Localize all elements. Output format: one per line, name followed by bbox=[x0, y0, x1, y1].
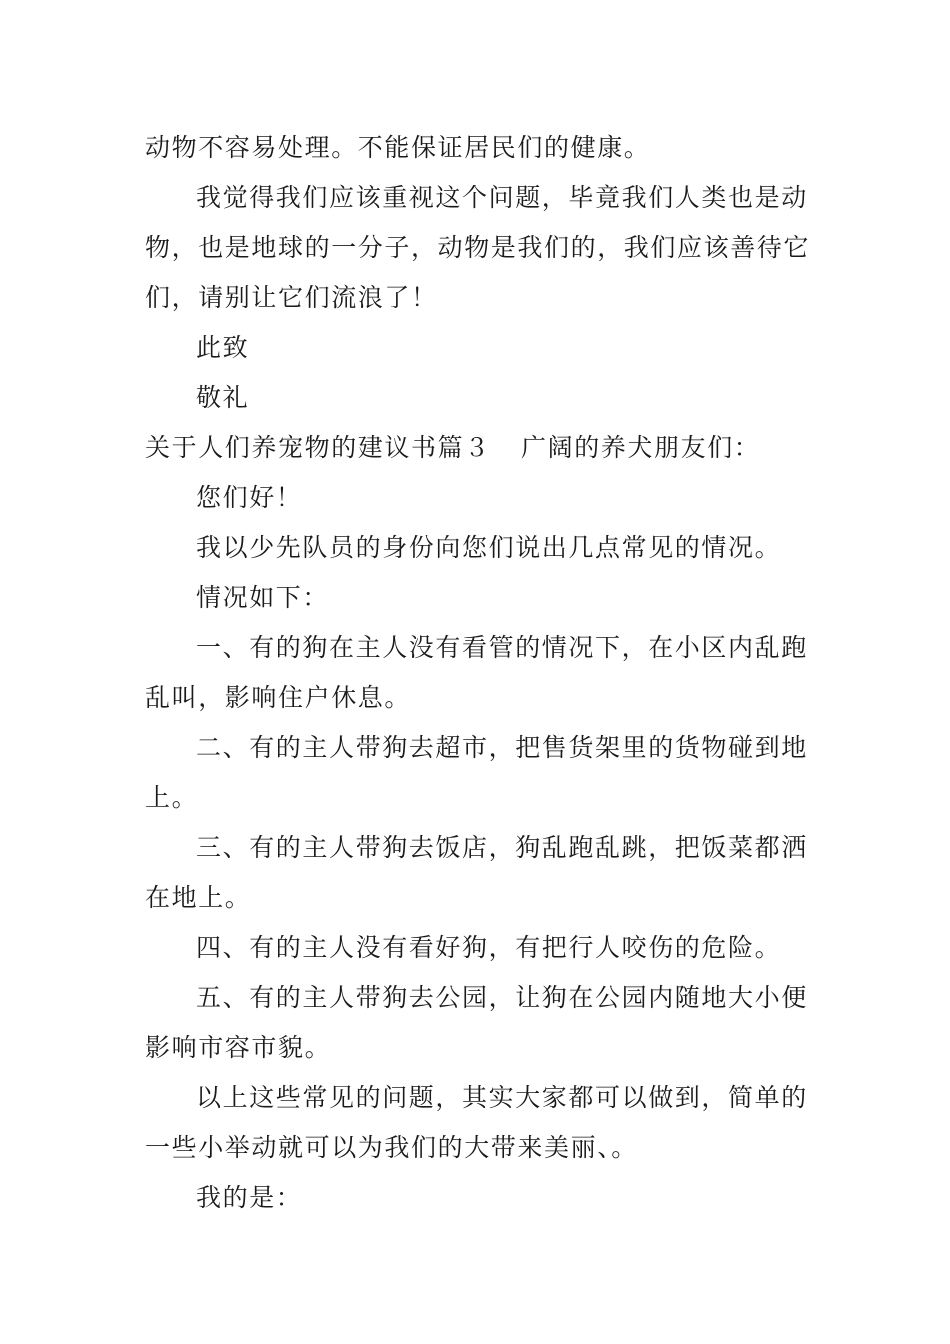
list-item: 五、有的主人带狗去公园，让狗在公园内随地大小便 bbox=[196, 983, 808, 1012]
text-line: 我以少先队员的身份向您们说出几点常见的情况。 bbox=[196, 533, 782, 562]
text-line: 情况如下： bbox=[196, 583, 330, 612]
text-line: 上。 bbox=[145, 783, 199, 812]
text-line: 在地上。 bbox=[145, 883, 252, 912]
text-line: 物，也是地球的一分子，动物是我们的，我们应该善待它 bbox=[145, 233, 811, 262]
text-line: 影响市容市貌。 bbox=[145, 1033, 332, 1062]
greeting: 您们好！ bbox=[196, 483, 303, 512]
greeting-addressee: 广阔的养犬朋友们： bbox=[521, 433, 761, 462]
text-line: 乱叫，影响住户休息。 bbox=[145, 683, 412, 712]
list-item: 四、有的主人没有看好狗，有把行人咬伤的危险。 bbox=[196, 933, 782, 962]
list-item: 一、有的狗在主人没有看管的情况下，在小区内乱跑 bbox=[196, 633, 808, 662]
text-line: 我觉得我们应该重视这个问题，毕竟我们人类也是动 bbox=[196, 183, 808, 212]
closing-salutation: 此致 bbox=[196, 333, 250, 362]
closing-regards: 敬礼 bbox=[196, 383, 250, 412]
list-item: 二、有的主人带狗去超市，把售货架里的货物碰到地 bbox=[196, 733, 808, 762]
text-line: 们，请别让它们流浪了！ bbox=[145, 283, 438, 312]
text-line: 我的是： bbox=[196, 1183, 303, 1212]
text-line: 一些小举动就可以为我们的大带来美丽、。 bbox=[145, 1133, 638, 1162]
text-line: 动物不容易处理。不能保证居民们的健康。 bbox=[145, 133, 651, 162]
list-item: 三、有的主人带狗去饭店，狗乱跑乱跳，把饭菜都洒 bbox=[196, 833, 808, 862]
text-line: 以上这些常见的问题，其实大家都可以做到，简单的 bbox=[196, 1083, 808, 1112]
section-heading: 关于人们养宠物的建议书篇３ bbox=[145, 433, 491, 462]
